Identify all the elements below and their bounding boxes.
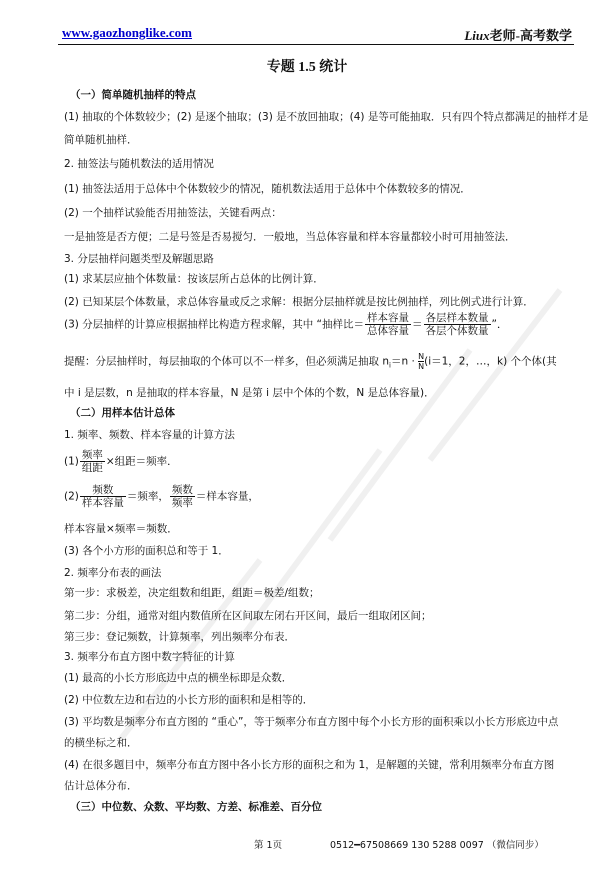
fraction-numerator: 频数 (171, 484, 193, 496)
paragraph-line: 估计总体分布． (64, 780, 138, 792)
page-title: 专题 1.5 统计 (266, 60, 348, 75)
paragraph-line: 样本容量×频率＝频数． (64, 523, 178, 535)
formula-text: ＝n · (390, 355, 419, 368)
paragraph-line: (2) 一个抽样试验能否用抽签法，关键看两点： (64, 207, 282, 219)
fraction (365, 312, 411, 337)
fraction-denominator: 各层个体数量 (425, 325, 489, 337)
author-label: 老师-高考数学 (489, 28, 572, 43)
paragraph-line: 简单随机抽样． (64, 134, 138, 146)
section-heading-2: （二）用样本估计总体 (70, 407, 175, 419)
fraction-denominator: 总体容量 (367, 325, 409, 337)
subscript: i (389, 361, 391, 370)
formula-text: ＝频率， (126, 490, 169, 503)
paragraph-line: (1) 求某层应抽个体数量：按该层所占总体的比例计算． (64, 273, 324, 285)
formula-text: (2) (64, 490, 79, 503)
paragraph-line: 2. 抽签法与随机数法的适用情况 (64, 158, 214, 170)
brand-name: Liux (464, 28, 490, 43)
contact-info: 0512━67508669 130 5288 0097 （微信同步） (330, 840, 544, 851)
paragraph-line: (2) 已知某层个体数量，求总体容量或反之求解：根据分层抽样就是按比例抽样，列比例式进行计算． (64, 296, 534, 308)
site-link[interactable]: www.gaozhonglike.com (62, 25, 192, 40)
fraction-numerator: N (418, 352, 425, 361)
fraction-denominator: 样本容量 (81, 497, 124, 509)
formula-text: (i＝1，2，…，k) 个个体(其 (424, 355, 557, 368)
paragraph-line: 3. 频率分布直方图中数字特征的计算 (64, 651, 235, 663)
formula-text: 提醒：分层抽样时，每层抽取的个体可以不一样多，但必须满足抽取 n (64, 355, 389, 368)
formula-text: ＝样本容量， (195, 490, 259, 503)
equals-sign: ＝ (412, 318, 423, 331)
formula-text: (1) (64, 455, 79, 468)
paragraph-line: 1. 频率、频数、样本容量的计算方法 (64, 429, 235, 441)
fraction-denominator: 组距 (81, 462, 103, 474)
header-author (464, 25, 572, 44)
formula-line-reminder (64, 352, 557, 373)
fraction-denominator: N (418, 362, 425, 371)
formula-line-2 (64, 484, 259, 509)
paragraph-line: (1) 最高的小长方形底边中点的横坐标即是众数． (64, 672, 293, 684)
paragraph-line: 第二步：分组，通常对组内数值所在区间取左闭右开区间，最后一组取闭区间； (64, 610, 432, 622)
fraction (80, 449, 105, 474)
paragraph-line: 2. 频率分布表的画法 (64, 567, 162, 579)
paragraph-line: (3) 平均数是频率分布直方图的 “重心”，等于频率分布直方图中每个小长方形的面积乘以小长方形底边中点 (64, 716, 559, 728)
fraction-numerator: 样本容量 (367, 312, 409, 324)
formula-line-1 (64, 449, 178, 474)
paragraph-line: 中 i 是层数，n 是抽取的样本容量，N 是第 i 层中个体的个数，N 是总体容量)． (64, 387, 435, 399)
fraction-numerator: 频数 (80, 484, 126, 497)
formula-text: ”． (491, 318, 508, 331)
paragraph-line: (2) 中位数左边和右边的小长方形的面积和是相等的． (64, 694, 314, 706)
formula-line-sampling-ratio (64, 312, 507, 337)
section-heading-3: （三）中位数、众数、平均数、方差、标准差、百分位 (70, 801, 322, 813)
fraction-numerator: 频率 (81, 449, 103, 461)
formula-text: (3) 分层抽样的计算应根据抽样比构造方程求解，其中 “抽样比＝ (64, 318, 364, 331)
paragraph-line: 一是抽签是否方便；二是号签是否易搅匀．一般地，当总体容量和样本容量都较小时可用抽签法． (64, 231, 516, 243)
paragraph-line: (4) 在很多题目中，频率分布直方图中各小长方形的面积之和为 1，是解题的关键，常利用频率分布直方图 (64, 759, 555, 771)
fraction-denominator: 频率 (171, 497, 193, 509)
formula-text: ×组距＝频率． (105, 455, 178, 468)
paragraph-line: 第一步：求极差，决定组数和组距，组距＝极差/组数； (64, 587, 320, 599)
fraction (424, 312, 491, 337)
fraction (80, 484, 126, 509)
section-heading-1: （一）简单随机抽样的特点 (70, 89, 196, 101)
paragraph-line: (1) 抽取的个体数较少；(2) 是逐个抽取；(3) 是不放回抽取；(4) 是等可能抽取．只有四个特点都满足的抽样才是 (64, 111, 589, 123)
paragraph-line: (1) 抽签法适用于总体中个体数较少的情况，随机数法适用于总体中个体数较多的情况． (64, 183, 471, 195)
page-number: 第 1页 (254, 840, 283, 851)
header-divider (58, 44, 574, 45)
fraction (170, 484, 195, 509)
fraction-numerator: 各层样本数量 (425, 312, 489, 324)
paragraph-line: 3. 分层抽样问题类型及解题思路 (64, 253, 214, 265)
paragraph-line: (3) 各个小方形的面积总和等于 1． (64, 545, 229, 557)
paragraph-line: 的横坐标之和． (64, 737, 138, 749)
paragraph-line: 第三步：登记频数，计算频率，列出频率分布表． (64, 631, 295, 643)
